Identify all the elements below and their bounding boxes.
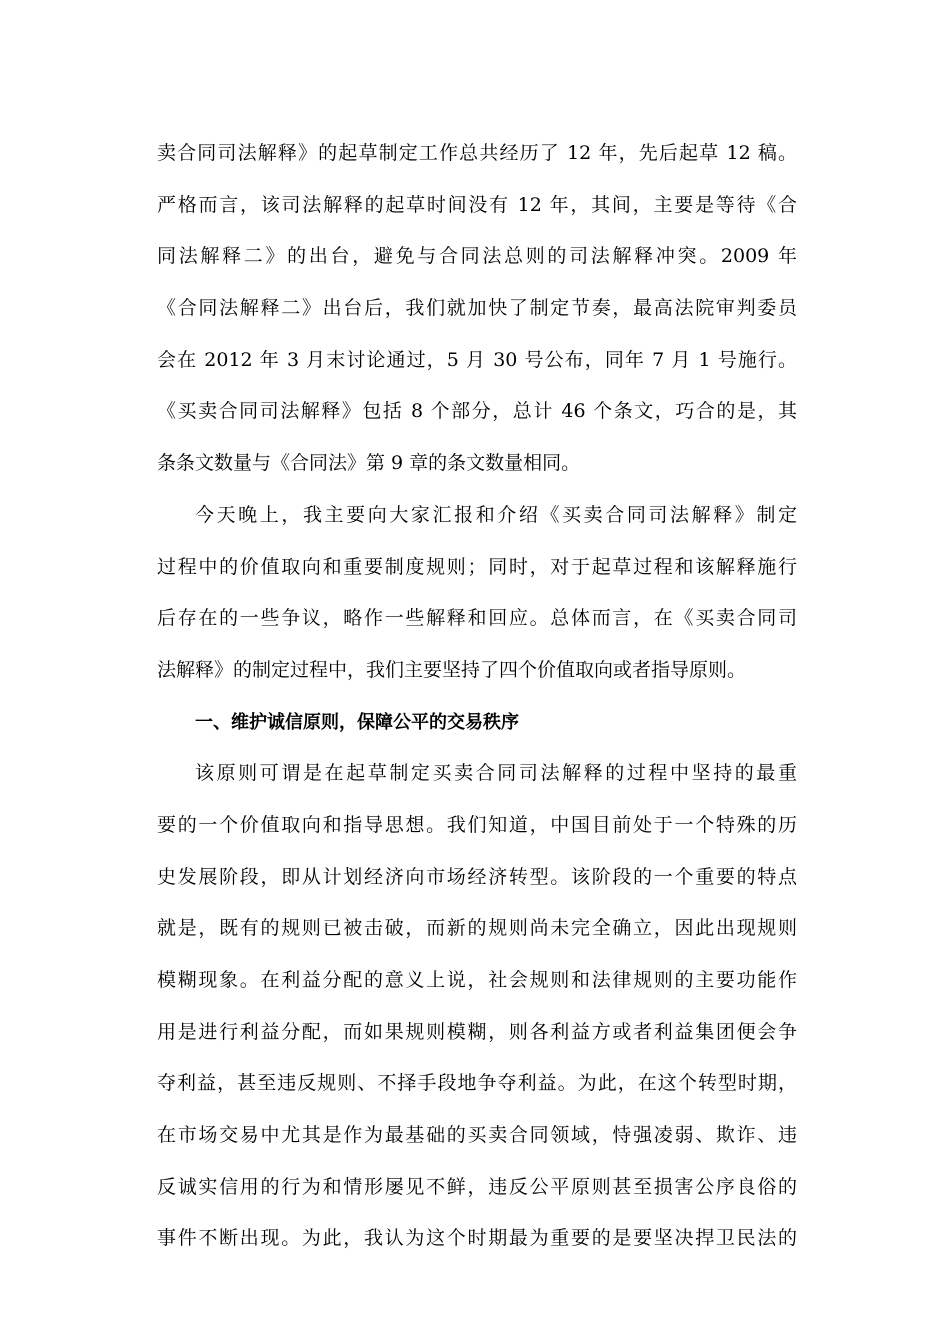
paragraph-first-line: 今天晚上，我主要向大家汇报和介绍《买卖合同司法解释》制定 [195,503,797,526]
text-line: 卖合同司法解释》的起草制定工作总共经历了 12 年，先后起草 12 稿。 [157,142,797,164]
text-line: 用是进行利益分配，而如果规则模糊，则各利益方或者利益集团便会争 [157,1020,797,1043]
text-line: 同法解释二》的出台，避免与合同法总则的司法解释冲突。2009 年 [157,245,797,268]
text-line: 法解释》的制定过程中，我们主要坚持了四个价值取向或者指导原则。 [157,658,747,681]
text-line: 会在 2012 年 3 月末讨论通过，5 月 30 号公布，同年 7 月 1 号施行。 [157,348,797,371]
section-heading: 一、维护诚信原则，保障公平的交易秩序 [195,711,519,733]
text-line: 事件不断出现。为此，我认为这个时期最为重要的是要坚决捍卫民法的 [157,1227,797,1250]
text-line: 反诚实信用的行为和情形屡见不鲜，违反公平原则甚至损害公序良俗的 [157,1175,797,1198]
text-line: 过程中的价值取向和重要制度规则；同时，对于起草过程和该解释施行 [157,555,797,578]
text-line: 条条文数量与《合同法》第 9 章的条文数量相同。 [157,452,581,475]
paragraph-first-line: 该原则可谓是在起草制定买卖合同司法解释的过程中坚持的最重 [195,762,797,785]
text-line: 要的一个价值取向和指导思想。我们知道，中国目前处于一个特殊的历 [157,813,797,836]
text-line: 模糊现象。在利益分配的意义上说，社会规则和法律规则的主要功能作 [157,969,797,991]
text-line: 《合同法解释二》出台后，我们就加快了制定节奏，最高法院审判委员 [157,297,797,320]
text-line: 夺利益，甚至违反规则、不择手段地争夺利益。为此，在这个转型时期， [157,1072,797,1095]
document-body [157,128,797,1265]
text-line: 后存在的一些争议，略作一些解释和回应。总体而言，在《买卖合同司 [157,607,797,630]
text-line: 严格而言，该司法解释的起草时间没有 12 年，其间，主要是等待《合 [157,193,797,216]
text-line: 《买卖合同司法解释》包括 8 个部分，总计 46 个条文，巧合的是，其 [157,400,797,423]
text-line: 史发展阶段，即从计划经济向市场经济转型。该阶段的一个重要的特点 [157,865,797,888]
text-line: 就是，既有的规则已被击破，而新的规则尚未完全确立，因此出现规则 [157,917,797,940]
text-line: 在市场交易中尤其是作为最基础的买卖合同领域，恃强凌弱、欺诈、违 [157,1124,797,1147]
